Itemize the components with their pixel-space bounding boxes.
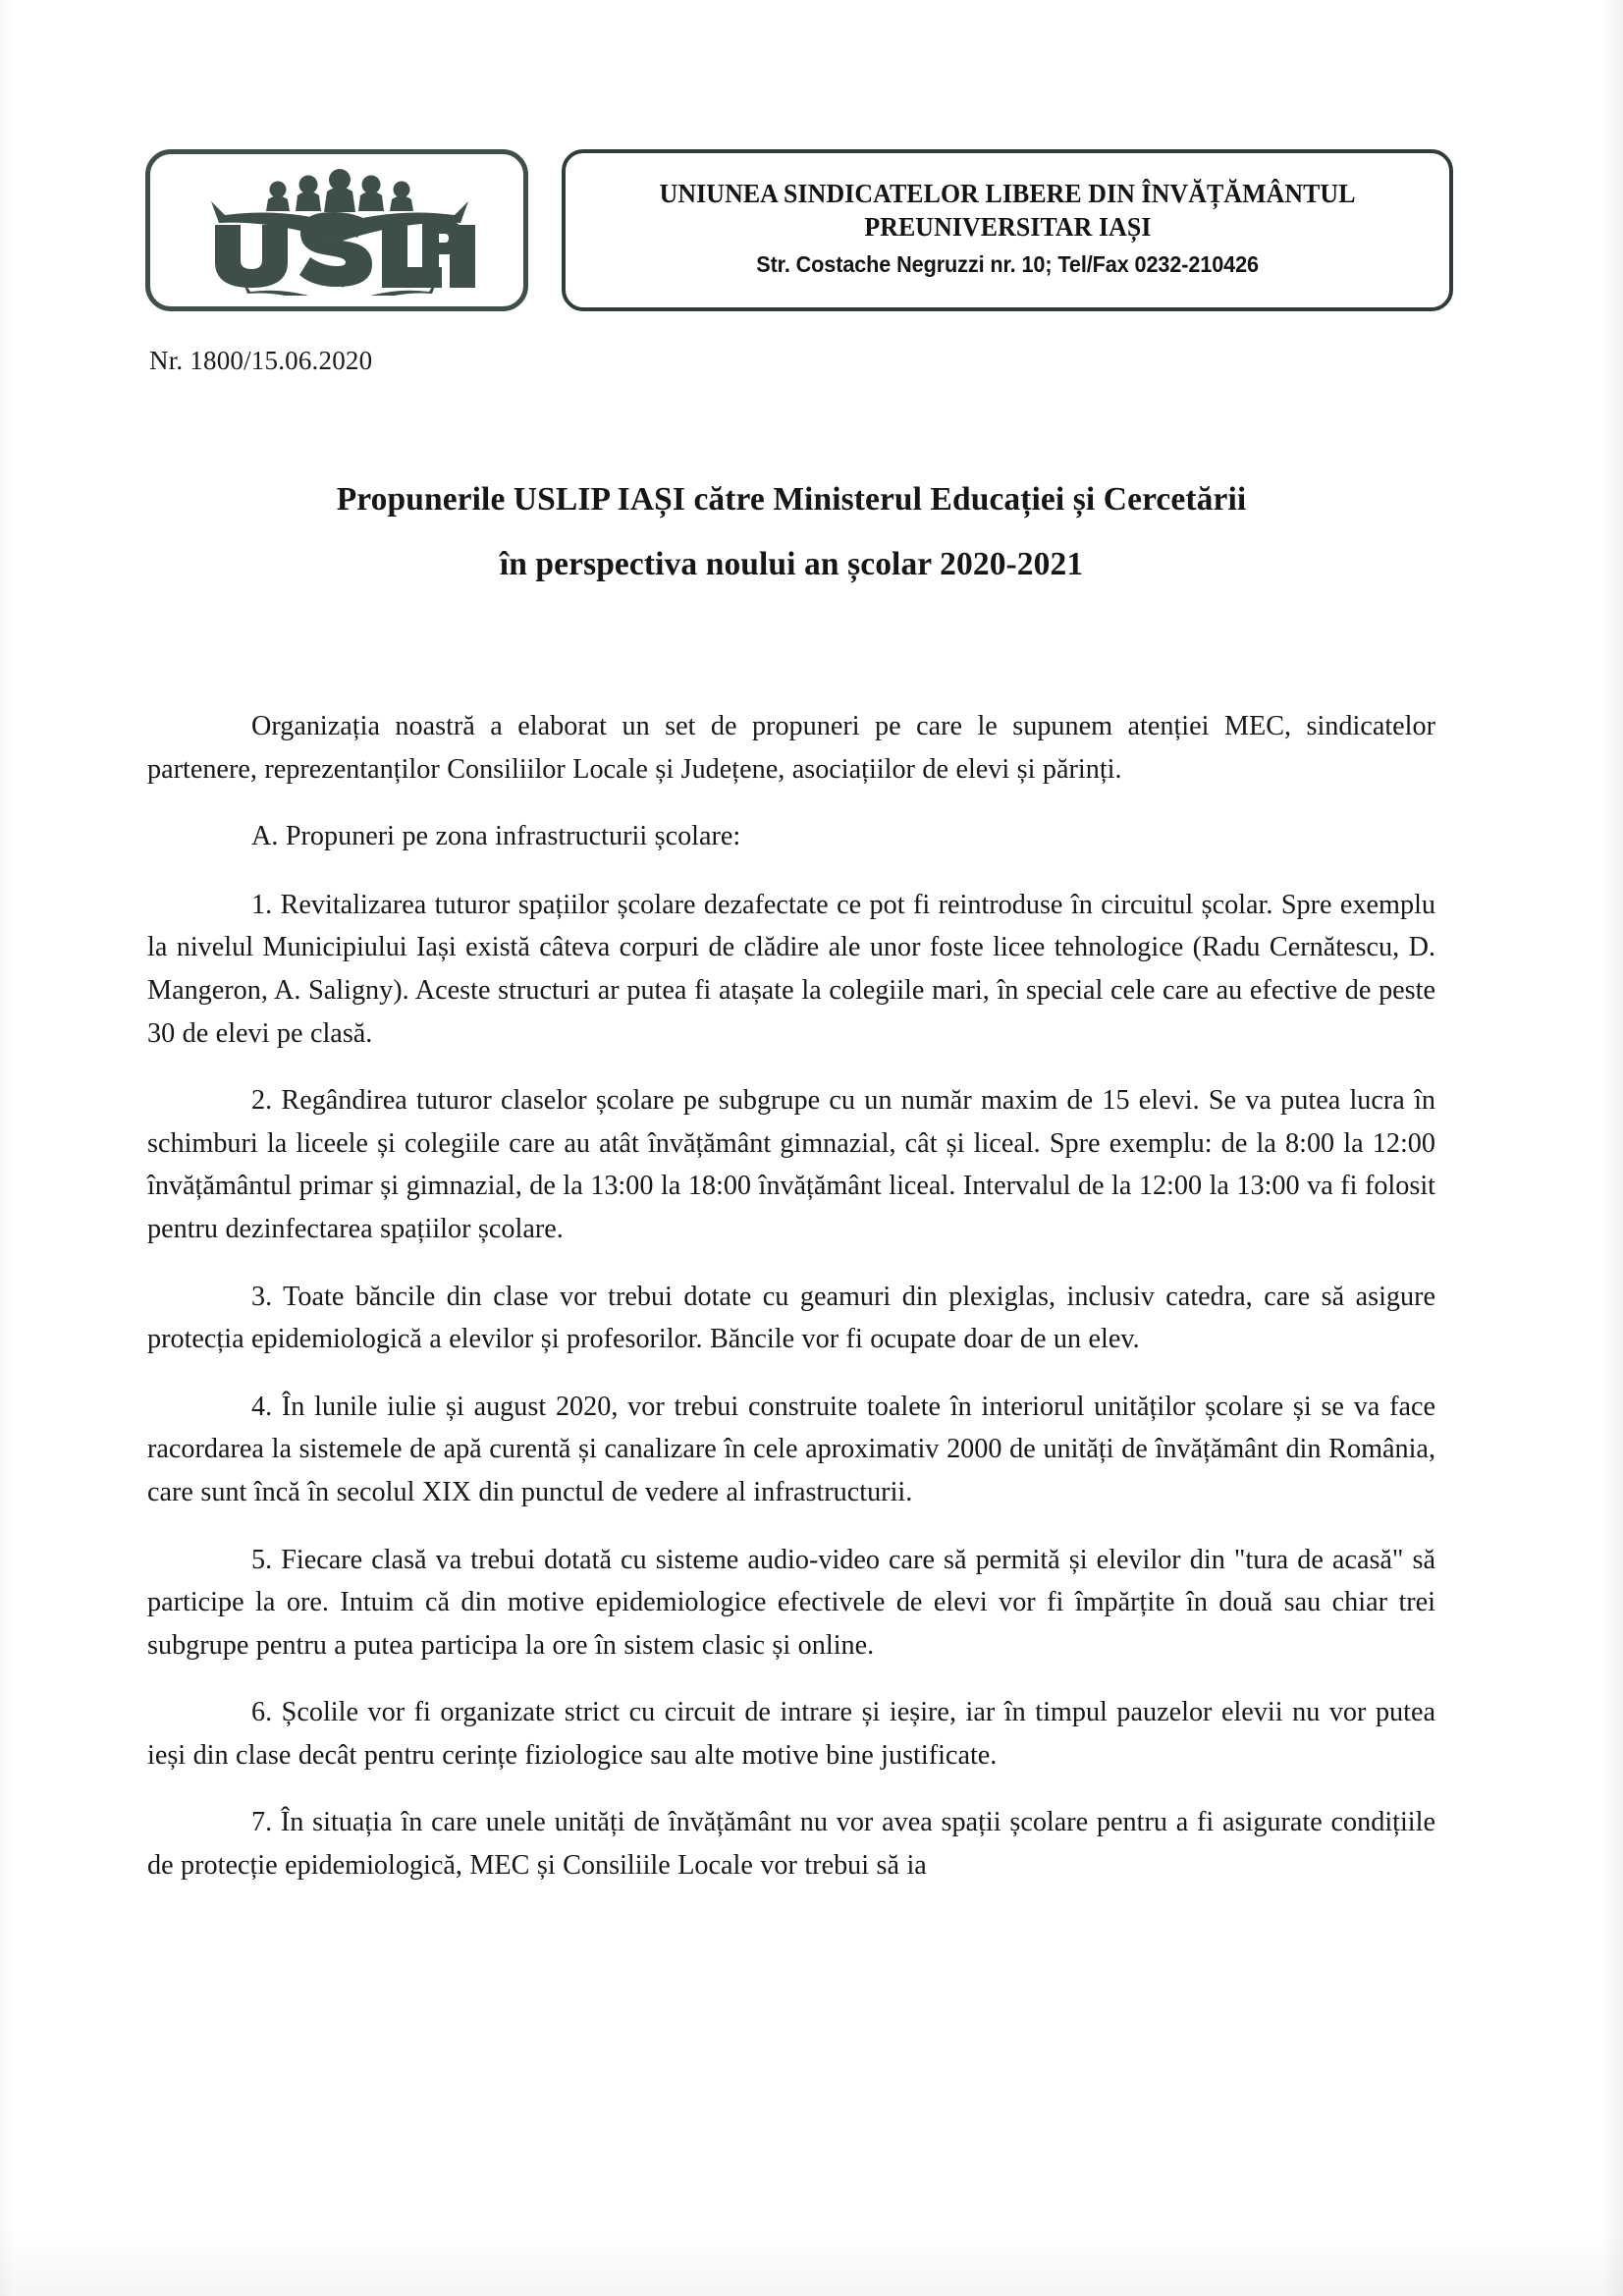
title-line-1: Propunerile USLIP IAȘI către Ministerul Educației și Cercetării — [336, 481, 1247, 518]
proposal-item-6: 6. Școlile vor fi organizate strict cu circuit de intrare și ieșire, iar în timpul pauzelor elevii nu vor putea ieși din clase decât pentru cerințe fiziologice sau alte motive bine justificate. — [147, 1697, 1435, 1771]
proposal-item-3: 3. Toate băncile din clase vor trebui dotate cu geamuri din plexiglas, inclusiv catedra, care să asigure protecția epidemiologică a elevilor și profesorilor. Băncile vor fi ocupate doar de un elev. — [147, 1281, 1435, 1355]
uslip-logo — [145, 149, 528, 311]
intro-paragraph: Organizația noastră a elaborat un set de propuneri pe care le supunem atenției MEC, sindicatelor partenere, reprezentanților Consiliilor Locale și Județene, asociațiilor de elevi și părinți. — [147, 711, 1435, 785]
proposal-item-1: 1. Revitalizarea tuturor spațiilor școlare dezafectate ce pot fi reintroduse în circuitul școlar. Spre exemplu la nivelul Municipiului Iași există câteva corpuri de clădire ale unor foste licee tehnologice (Radu Cernătescu, D. Mangeron, A. Saligny). Aceste structuri ar putea fi atașate la colegiile mari, în special cele care au efective de peste 30 de elevi pe clasă. — [147, 889, 1435, 1049]
document-number: Nr. 1800/15.06.2020 — [149, 346, 373, 375]
title-line-2: în perspectiva noului an școlar 2020-2021 — [499, 545, 1084, 582]
document-body — [147, 705, 1435, 1887]
organization-address: Str. Costache Negruzzi nr. 10; Tel/Fax 0232-210426 — [756, 251, 1259, 278]
proposal-item-5: 5. Fiecare clasă va trebui dotată cu sisteme audio-video care să permită și elevilor din "tura de acasă" să participe la ore. Intuim că din motive epidemiologice efectivele de elevi vor fi împărțite în două sau chiar trei subgrupe pentru a putea participa la ore în sistem clasic și online. — [147, 1544, 1435, 1661]
scan-edge-shadow-right — [1601, 0, 1623, 2296]
organization-name-line-2: PREUNIVERSITAR IAȘI — [863, 210, 1152, 242]
organization-header-box — [562, 149, 1453, 311]
logo-subtitle: Iași — [315, 259, 358, 287]
scan-edge-shadow-left — [0, 0, 14, 2296]
organization-name-line-1: UNIUNEA SINDICATELOR LIBERE DIN ÎNVĂȚĂMÂNTUL — [659, 177, 1356, 208]
proposal-item-4: 4. În lunile iulie și august 2020, vor trebui construite toalete în interiorul unităților școlare și se va face racordarea la sistemele de apă curentă și canalizare în cele aproximativ 2000 de unități de învățământ din România, care sunt încă în secolul XIX din punctul de vedere al infrastructurii. — [147, 1391, 1435, 1507]
letterhead — [0, 149, 1623, 316]
section-a-heading: A. Propuneri pe zona infrastructurii școlare: — [251, 821, 741, 852]
uslip-emblem-icon — [180, 166, 494, 296]
proposal-item-7: 7. În situația în care unele unități de învățământ nu vor avea spații școlare pentru a fi asigurate condițiile de protecție epidemiologică, MEC și Consiliile Locale vor trebui să ia — [147, 1807, 1435, 1882]
scan-edge-shadow-bottom — [0, 2227, 1623, 2296]
proposal-item-2: 2. Regândirea tuturor claselor școlare pe subgrupe cu un număr maxim de 15 elevi. Se va putea lucra în schimburi la liceele și colegiile care au atât învățământ gimnazial, cât și liceal. Spre exemplu: de la 8:00 la 12:00 învățământul primar și gimnazial, de la 13:00 la 18:00 învățământ liceal. Intervalul de la 12:00 la 13:00 va fi folosit pentru dezinfectarea spațiilor școlare. — [147, 1085, 1435, 1244]
page-title — [147, 483, 1435, 580]
